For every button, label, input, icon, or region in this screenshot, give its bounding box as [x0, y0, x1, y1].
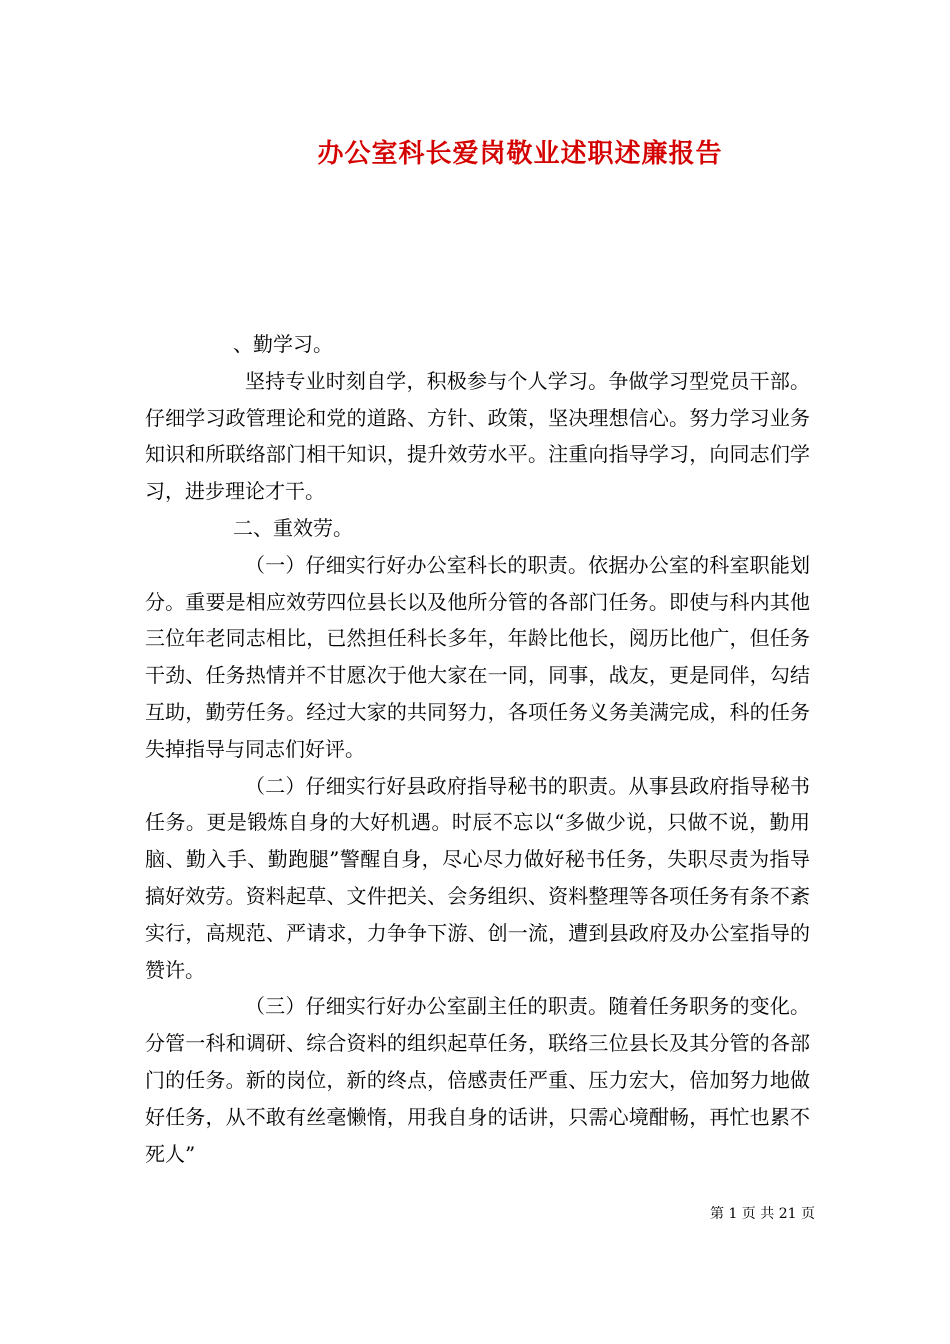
paragraph-study: 坚持专业时刻自学，积极参与个人学习。争做学习型党员干部。仔细学习政管理论和党的道路、方针、政策，坚决理想信心。努力学习业务知识和所联络部门相干知识，提升效劳水平。注重向指导学习，向同志们学习，进步理论才干。 [145, 368, 810, 504]
document-title: 办公室科长爱岗敬业述职述廉报告 [317, 139, 723, 169]
section-heading-study: 、勤学习。 [233, 332, 333, 356]
document-body [145, 326, 810, 1172]
section-heading-service: 二、重效劳。 [233, 515, 353, 540]
paragraph-section-chief: （一）仔细实行好办公室科长的职责。依据办公室的科室职能划分。重要是相应效劳四位县长以及他所分管的各部门任务。即使与科内其他三位年老同志相比，已然担任科长多年，年龄比他长，阅历比他广，但任务干劲、任务热情并不甘愿次于他大家在一同，同事，战友，更是同伴，勾结互助，勤劳任务。经过大家的共同努力，各项任务义务美满完成，科的任务失掉指导与同志们好评。 [145, 552, 810, 761]
paragraph-deputy-director: （三）仔细实行好办公室副主任的职责。随着任务职务的变化。分管一科和调研、综合资料的组织起草任务，联络三位县长及其分管的各部门的任务。新的岗位，新的终点，倍感责任严重、压力宏大，倍加努力地做好任务，从不敢有丝毫懒惰，用我自身的话讲，只需心境酣畅，再忙也累不死人” [145, 994, 810, 1166]
page-number: 第 1 页 共 21 页 [710, 1206, 815, 1222]
paragraph-secretary: （二）仔细实行好县政府指导秘书的职责。从事县政府指导秘书任务。更是锻炼自身的大好机遇。时辰不忘以“多做少说，只做不说，勤用脑、勤入手、勤跑腿”警醒自身，尽心尽力做好秘书任务，失职尽责为指导搞好效劳。资料起草、文件把关、会务组织、资料整理等各项任务有条不紊实行，高规范、严请求，力争争下游、创一流，遭到县政府及办公室指导的赞许。 [145, 773, 810, 982]
